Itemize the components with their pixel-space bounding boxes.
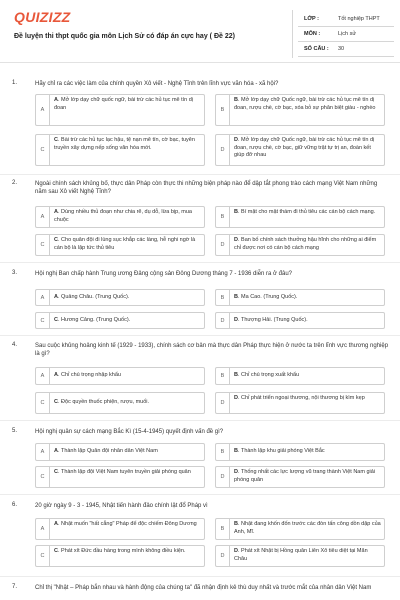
option-text: C. Độc quyền thuốc phiện, rượu, muối.: [54, 399, 150, 405]
option-letter: C: [36, 546, 50, 566]
option-letter: A: [36, 519, 50, 539]
option-d[interactable]: [215, 134, 385, 166]
meta-key: LỚP :: [304, 16, 319, 22]
question-text: Chỉ thị "Nhật – Pháp bắn nhau và hành động của chúng ta" đã nhận định kẻ thù duy nhất và trước mắt của nhân dân Việt Nam: [35, 585, 372, 591]
option-text: C. Hương Cảng. (Trung Quốc).: [54, 317, 131, 323]
question-text: Hãy chỉ ra các việc làm của chính quyền Xô viết - Nghệ Tĩnh trên lĩnh vực văn hóa - xã hội?: [35, 81, 279, 87]
option-text: A. Mở lớp dạy chữ quốc ngữ, bài trừ các hủ tục mê tín dị đoan: [54, 97, 194, 111]
option-letter: A: [36, 444, 50, 460]
option-text: D. Thượng Hải. (Trung Quốc).: [234, 317, 308, 323]
question-separator: [0, 494, 400, 495]
question-number: 2.: [12, 180, 18, 186]
option-c[interactable]: [35, 392, 205, 414]
option-a[interactable]: [35, 94, 205, 126]
meta-value: Tốt nghiệp THPT: [338, 16, 380, 22]
meta-key: MÔN :: [304, 31, 321, 37]
option-a[interactable]: [35, 443, 205, 461]
option-text: B. Thành lập khu giải phóng Việt Bắc: [234, 448, 325, 454]
question-text: Hội nghị quân sự cách mạng Bắc Kì (15-4-1945) quyết định vấn đề gì?: [35, 429, 224, 435]
option-d[interactable]: [215, 545, 385, 567]
option-d[interactable]: [215, 312, 385, 329]
question-separator: [0, 262, 400, 263]
option-text: A. Dùng nhiều thủ đoạn như chia rẽ, dụ dỗ, lừa bịp, mua chuộc: [54, 209, 192, 223]
option-text: B. Mở lớp dạy chữ Quốc ngữ, bài trừ các hủ tục mê tín dị đoan, rượu chè, cờ bạc, xóa bỏ sự phân biệt giàu - nghèo: [234, 97, 376, 111]
option-a[interactable]: [35, 518, 205, 540]
option-b[interactable]: [215, 94, 385, 126]
meta-row-subject: [298, 27, 394, 42]
option-c[interactable]: [35, 545, 205, 567]
document-header: [0, 0, 400, 62]
option-b[interactable]: [215, 367, 385, 385]
question-text: Ngoài chính sách khủng bố, thực dân Pháp còn thực thi những biện pháp nào để dập tắt phong trào cách mạng Việt Nam những năm sau Xô viết Nghệ Tĩnh?: [35, 181, 378, 195]
option-letter: B: [216, 368, 230, 384]
question-number: 3.: [12, 270, 18, 276]
option-c[interactable]: [35, 312, 205, 329]
question-number: 1.: [12, 80, 18, 86]
option-text: B. Ma Cao. (Trung Quốc).: [234, 294, 298, 300]
meta-key: SỐ CÂU :: [304, 46, 329, 52]
option-letter: D: [216, 135, 230, 165]
option-b[interactable]: [215, 443, 385, 461]
option-b[interactable]: [215, 518, 385, 540]
option-letter: B: [216, 519, 230, 539]
question-text: Sau cuộc khủng hoảng kinh tế (1929 - 1933), chính sách cơ bản mà thực dân Pháp thực hiện ở nước ta trên lĩnh vực thương nghiệp là gì?: [35, 343, 389, 357]
header-divider: [292, 10, 293, 58]
option-a[interactable]: [35, 206, 205, 228]
option-text: A. Nhật muốn "hất cẳng" Pháp để độc chiếm Đông Dương: [54, 521, 197, 527]
question-text: 20 giờ ngày 9 - 3 - 1945, Nhật tiến hành đảo chính lật đổ Pháp vì: [35, 503, 208, 509]
option-d[interactable]: [215, 234, 385, 256]
option-text: B. Chỉ chú trọng xuất khẩu: [234, 372, 300, 378]
meta-row-class: [298, 12, 394, 27]
question-separator: [0, 420, 400, 421]
option-a[interactable]: [35, 289, 205, 306]
option-text: C. Phát xít Đức đầu hàng trong mình không điều kiện.: [54, 548, 186, 554]
option-letter: D: [216, 467, 230, 487]
option-letter: D: [216, 393, 230, 413]
option-b[interactable]: [215, 206, 385, 228]
option-letter: B: [216, 95, 230, 125]
option-text: D. Phát xít Nhật bị Hồng quân Liên Xô tiêu diệt tại Mãn Châu: [234, 548, 368, 562]
question-separator: [0, 335, 400, 336]
option-c[interactable]: [35, 466, 205, 488]
question-separator: [0, 174, 400, 175]
meta-value: Lịch sử: [338, 31, 357, 37]
option-b[interactable]: [215, 289, 385, 306]
option-text: C. Thành lập đội Việt Nam tuyên truyền giải phóng quân: [54, 469, 191, 475]
option-letter: C: [36, 467, 50, 487]
option-text: D. Chỉ phát triển ngoại thương, nội thương bị kìm kẹp: [234, 395, 365, 401]
document-title: Đề luyện thi thpt quốc gia môn Lịch Sử có đáp án cực hay ( Đề 22): [14, 33, 235, 40]
meta-box: [298, 12, 394, 57]
option-letter: A: [36, 368, 50, 384]
option-text: A. Chỉ chú trọng nhập khẩu: [54, 372, 121, 378]
option-letter: A: [36, 207, 50, 227]
option-d[interactable]: [215, 466, 385, 488]
option-text: C. Bài trừ các hủ tục lạc hậu, tệ nạn mê tín, cờ bạc, tuyên truyền xây dựng nếp sống văn hóa mới.: [54, 137, 195, 151]
option-c[interactable]: [35, 134, 205, 166]
option-text: A. Quảng Châu. (Trung Quốc).: [54, 294, 130, 300]
question-number: 7.: [12, 584, 18, 590]
option-d[interactable]: [215, 392, 385, 414]
option-letter: B: [216, 444, 230, 460]
option-text: D. Mở lớp dạy chữ Quốc ngữ, bài trừ các hủ tục mê tín dị đoan, rượu chè, cờ bạc, giữ vững trật tự trị an, đoàn kết giúp đỡ nhau: [234, 137, 375, 158]
option-letter: C: [36, 313, 50, 328]
option-text: D. Ban bố chính sách thưởng hậu hĩnh cho những ai điểm chỉ được nơi có cán bộ cách mạng: [234, 237, 377, 251]
option-letter: B: [216, 290, 230, 305]
question-number: 6.: [12, 502, 18, 508]
option-letter: B: [216, 207, 230, 227]
option-letter: A: [36, 290, 50, 305]
meta-value: 30: [338, 46, 345, 52]
option-text: B. Nhật đang khốn đốn trước các đòn tấn công dồn dập của Anh, Mĩ.: [234, 521, 381, 535]
option-letter: D: [216, 235, 230, 255]
question-number: 5.: [12, 428, 18, 434]
option-text: D. Thống nhất các lực lượng vũ trang thành Việt Nam giải phóng quân: [234, 469, 376, 483]
option-letter: C: [36, 135, 50, 165]
meta-row-count: [298, 42, 394, 57]
option-text: B. Bí mật cho mật thám đi thủ tiêu các cán bộ cách mạng.: [234, 209, 376, 215]
option-letter: C: [36, 393, 50, 413]
option-a[interactable]: [35, 367, 205, 385]
option-c[interactable]: [35, 234, 205, 256]
option-letter: D: [216, 313, 230, 328]
option-text: C. Cho quân đội đi lùng sục khắp các làng, hễ nghi ngờ là cán bộ là lập tức thủ tiêu: [54, 237, 196, 251]
quizizz-logo: QUIZIZZ: [14, 9, 71, 25]
question-number: 4.: [12, 342, 18, 348]
header-separator: [0, 62, 400, 63]
question-text: Hội nghị Ban chấp hành Trung ương Đảng cộng sản Đông Dương tháng 7 - 1936 diễn ra ở đâu?: [35, 271, 293, 277]
option-letter: C: [36, 235, 50, 255]
option-text: A. Thành lập Quân đội nhân dân Việt Nam: [54, 448, 158, 454]
option-letter: A: [36, 95, 50, 125]
option-letter: D: [216, 546, 230, 566]
question-separator: [0, 576, 400, 577]
